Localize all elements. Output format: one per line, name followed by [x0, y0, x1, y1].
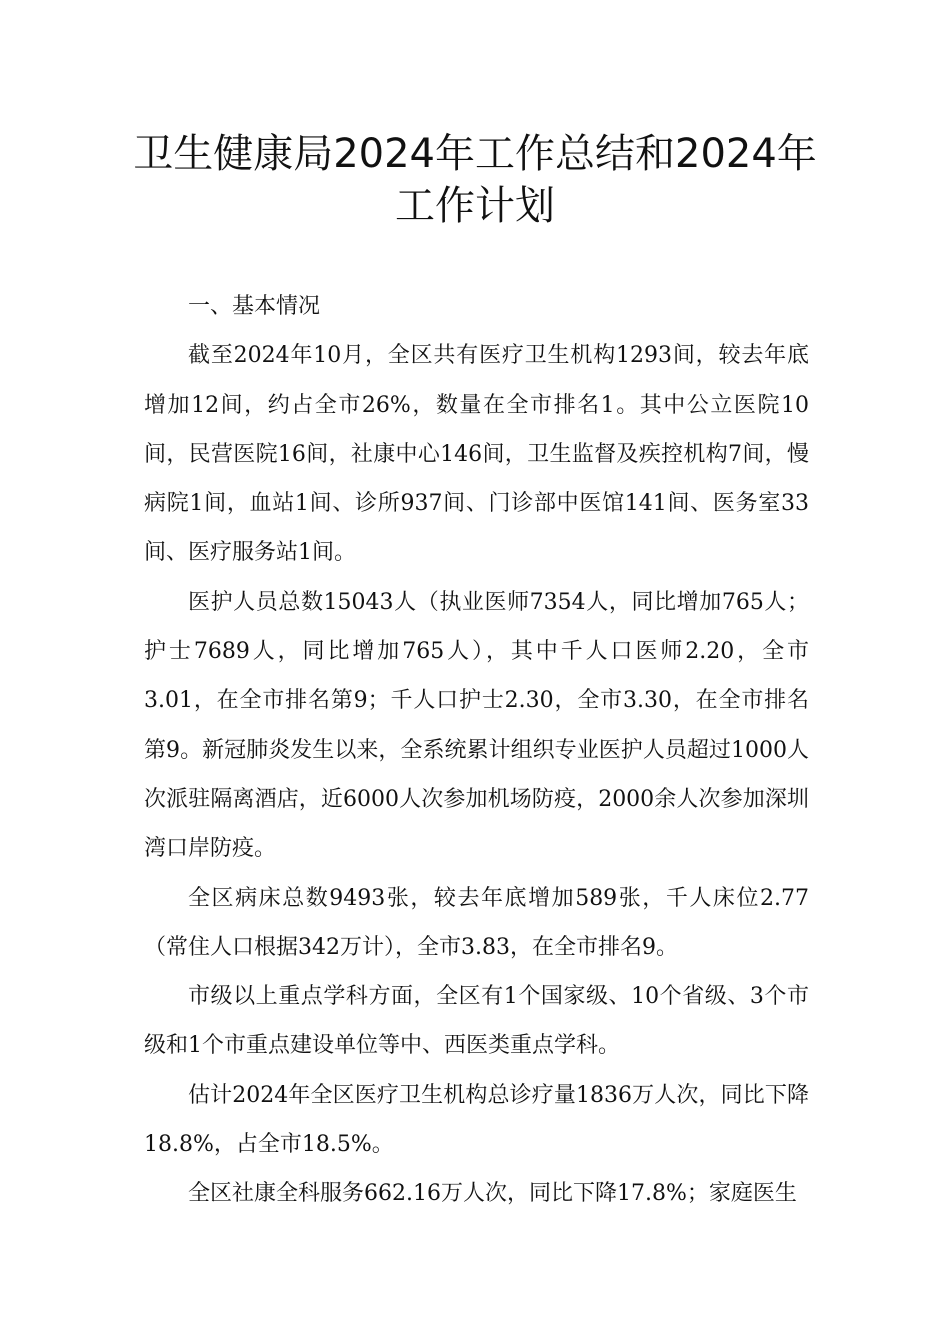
paragraph-medical-staff: 医护人员总数15043人（执业医师7354人，同比增加765人；护士7689人，同比增加765人），其中千人口医师2.20，全市3.01，在全市排名第9；千人口护士2.30，全市3.30，在全市排名第9。新冠肺炎发生以来，全系统累计组织专业医护人员超过1000人次派驻隔离酒店，近6000人次参加机场防疫，2000余人次参加深圳湾口岸防疫。: [144, 589, 809, 862]
paragraph-beds: 全区病床总数9493张，较去年底增加589张，千人床位2.77（常住人口根据342万计），全市3.83，在全市排名9。: [144, 885, 809, 960]
paragraph-visits: 估计2024年全区医疗卫生机构总诊疗量1836万人次，同比下降18.8%，占全市18.5%。: [144, 1082, 809, 1158]
paragraph-institutions: 截至2024年10月，全区共有医疗卫生机构1293间，较去年底增加12间，约占全市26%，数量在全市排名1。其中公立医院10间，民营医院16间，社康中心146间，卫生监督及疾控机构7间，慢病院1间，血站1间、诊所937间、门诊部中医馆141间、医务室33间、医疗服务站1间。: [144, 343, 809, 566]
section-heading: 一、基本情况: [188, 294, 321, 319]
paragraph-key-disciplines: 市级以上重点学科方面，全区有1个国家级、10个省级、3个市级和1个市重点建设单位等中、西医类重点学科。: [144, 984, 809, 1059]
document-title-line-1: 卫生健康局2024年工作总结和2024年: [133, 131, 817, 177]
document-body: [144, 282, 809, 1219]
paragraph-community-health: 全区社康全科服务662.16万人次，同比下降17.8%；家庭医生: [188, 1181, 797, 1207]
document-title-line-2: 工作计划: [395, 183, 555, 229]
